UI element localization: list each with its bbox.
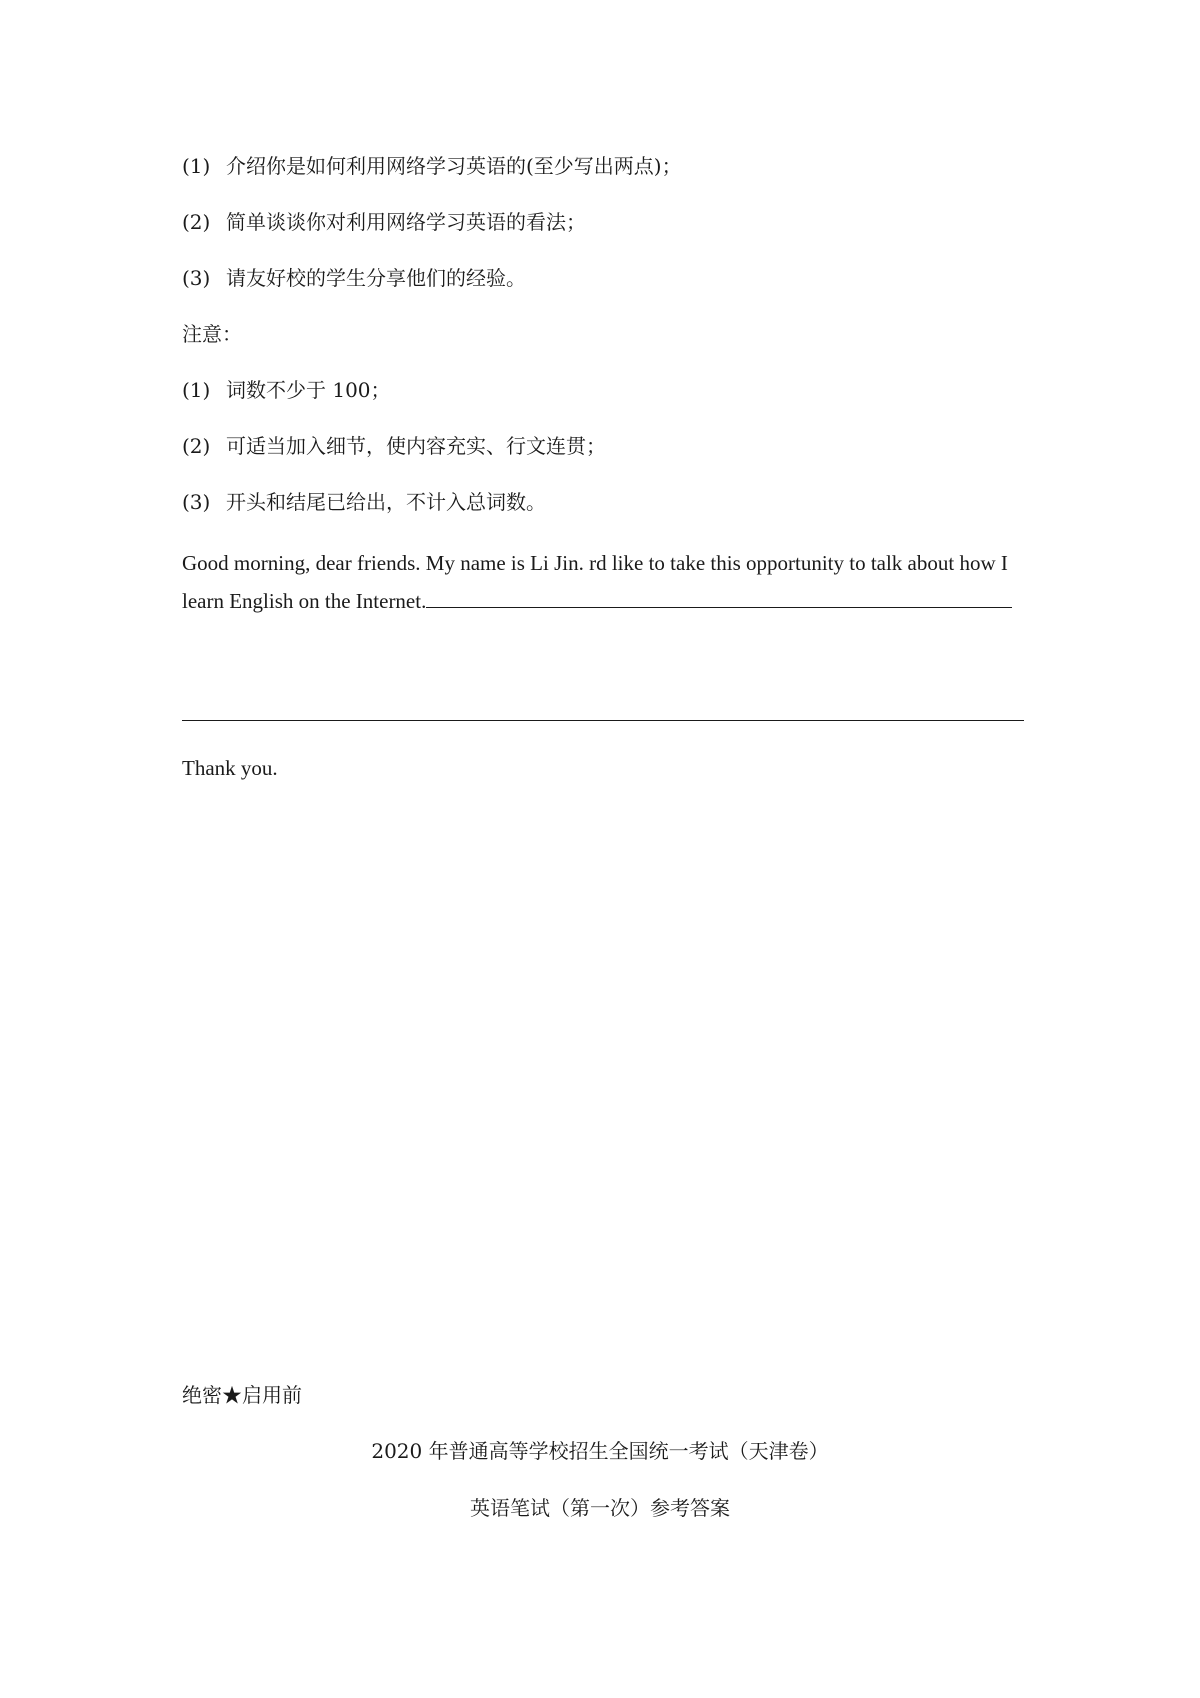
writing-blank bbox=[426, 585, 1012, 608]
notes-heading: 注意： bbox=[182, 322, 242, 346]
note-number: (3) bbox=[182, 490, 211, 514]
writing-line bbox=[182, 720, 1024, 721]
requirement-item-1 bbox=[182, 152, 682, 180]
requirement-number: (3) bbox=[182, 266, 211, 290]
requirement-number: (1) bbox=[182, 154, 211, 178]
requirement-item-3 bbox=[182, 264, 526, 292]
requirement-number: (2) bbox=[182, 210, 211, 234]
note-number: (2) bbox=[182, 434, 211, 458]
answer-subtitle: 英语笔试（第一次）参考答案 bbox=[470, 1496, 730, 1520]
note-text: 开头和结尾已给出，不计入总词数。 bbox=[226, 490, 546, 514]
note-item-2 bbox=[182, 432, 606, 460]
note-text: 词数不少于 100； bbox=[226, 378, 391, 402]
essay-opening-text: learn English on the Internet. bbox=[182, 589, 427, 613]
requirement-text: 简单谈谈你对利用网络学习英语的看法； bbox=[226, 210, 586, 234]
essay-closing: Thank you. bbox=[182, 756, 278, 780]
note-number: (1) bbox=[182, 378, 211, 402]
essay-opening-line-1: Good morning, dear friends. My name is Li Jin. rd like to take this opportunity to talk about how I bbox=[182, 551, 1008, 575]
note-item-3 bbox=[182, 488, 546, 516]
requirement-text: 请友好校的学生分享他们的经验。 bbox=[226, 266, 526, 290]
note-item-1 bbox=[182, 376, 391, 404]
confidential-label: 绝密★启用前 bbox=[182, 1383, 302, 1407]
note-text: 可适当加入细节，使内容充实、行文连贯； bbox=[226, 434, 606, 458]
exam-title: 2020 年普通高等学校招生全国统一考试（天津卷） bbox=[371, 1439, 829, 1463]
requirement-text: 介绍你是如何利用网络学习英语的(至少写出两点)； bbox=[226, 154, 682, 178]
requirement-item-2 bbox=[182, 208, 586, 236]
essay-opening-line-2 bbox=[182, 585, 1012, 615]
